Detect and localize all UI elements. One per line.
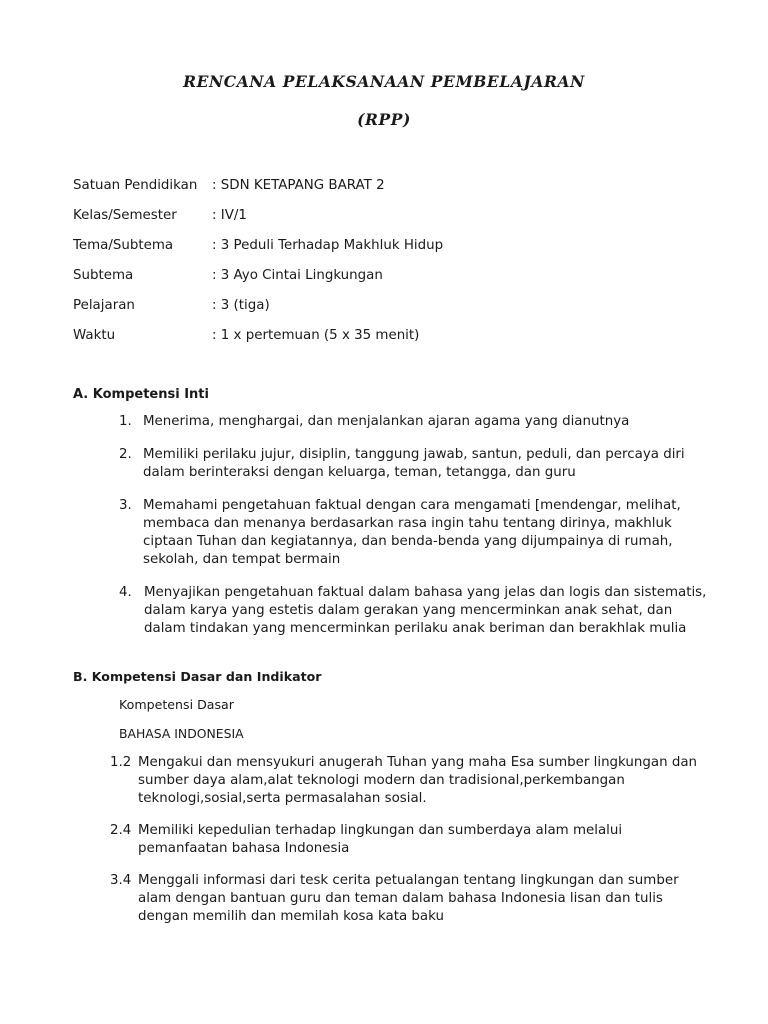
identity-label: Pelajaran — [73, 298, 135, 313]
identity-value: : 3 Peduli Terhadap Makhluk Hidup — [212, 238, 444, 253]
identity-row — [73, 237, 693, 267]
list-item — [119, 497, 709, 569]
identity-value: : SDN KETAPANG BARAT 2 — [212, 178, 385, 193]
kompetensi-inti-list — [119, 413, 709, 653]
document-subtitle: (RPP) — [357, 110, 411, 129]
list-item — [119, 413, 709, 431]
list-item-number: 2.4 — [110, 823, 132, 838]
list-item-number: 4. — [119, 585, 132, 600]
list-item-text: Memiliki perilaku jujur, disiplin, tanggung jawab, santun, peduli, dan percaya diri dalam berinteraksi dengan keluarga, teman, tetangga, dan guru — [143, 447, 685, 480]
list-item — [110, 872, 710, 926]
identity-value: : 3 (tiga) — [212, 298, 270, 313]
list-item-number: 1.2 — [110, 755, 132, 770]
list-item-text: Mengakui dan mensyukuri anugerah Tuhan yang maha Esa sumber lingkungan dan sumber daya alam,alat teknologi modern dan tradisional,perkembangan teknologi,sosial,serta permasalahan sosial. — [138, 755, 698, 806]
list-item-text: Menerima, menghargai, dan menjalankan ajaran agama yang dianutnya — [143, 414, 630, 429]
list-item — [110, 754, 710, 808]
identity-label: Satuan Pendidikan — [73, 178, 198, 193]
list-item-number: 1. — [119, 414, 132, 429]
identity-label: Subtema — [73, 268, 134, 283]
subject-heading: BAHASA INDONESIA — [119, 726, 244, 741]
list-item-text: Menggali informasi dari tesk cerita petualangan tentang lingkungan dan sumber alam dengan bantuan guru dan teman dalam bahasa Indonesia lisan dan tulis dengan memilih dan memilah kosa kata baku — [138, 873, 679, 924]
list-item — [110, 822, 710, 858]
section-b-heading: B. Kompetensi Dasar dan Indikator — [73, 669, 322, 684]
list-item-number: 2. — [119, 447, 132, 462]
list-item — [119, 446, 709, 482]
kompetensi-dasar-list — [110, 754, 710, 940]
list-item — [119, 584, 709, 638]
list-item-number: 3. — [119, 498, 132, 513]
list-item-number: 3.4 — [110, 873, 132, 888]
identity-row — [73, 177, 693, 207]
identity-label: Kelas/Semester — [73, 208, 177, 223]
document-title: RENCANA PELAKSANAAN PEMBELAJARAN — [183, 72, 585, 91]
identity-row — [73, 267, 693, 297]
identity-value: : 1 x pertemuan (5 x 35 menit) — [212, 328, 420, 343]
identity-row — [73, 297, 693, 327]
list-item-text: Memiliki kepedulian terhadap lingkungan dan sumberdaya alam melalui pemanfaatan bahasa Indonesia — [138, 823, 623, 856]
identity-value: : 3 Ayo Cintai Lingkungan — [212, 268, 383, 283]
kompetensi-dasar-subheading: Kompetensi Dasar — [119, 697, 234, 712]
identity-value: : IV/1 — [212, 208, 247, 223]
list-item-text: Memahami pengetahuan faktual dengan cara mengamati [mendengar, melihat, membaca dan menanya berdasarkan rasa ingin tahu tentang dirinya, makhluk ciptaan Tuhan dan kegiatannya, dan benda-benda yang dijumpainya di rumah, sekolah, dan tempat bermain — [143, 498, 681, 567]
section-a-heading: A. Kompetensi Inti — [73, 387, 209, 402]
identity-label: Tema/Subtema — [73, 238, 174, 253]
identity-row — [73, 207, 693, 237]
identity-table — [73, 177, 693, 357]
identity-row — [73, 327, 693, 357]
list-item-text: Menyajikan pengetahuan faktual dalam bahasa yang jelas dan logis dan sistematis, dalam karya yang estetis dalam gerakan yang mencerminkan anak sehat, dan dalam tindakan yang mencerminkan perilaku anak beriman dan berakhlak mulia — [144, 585, 707, 636]
identity-label: Waktu — [73, 328, 116, 343]
